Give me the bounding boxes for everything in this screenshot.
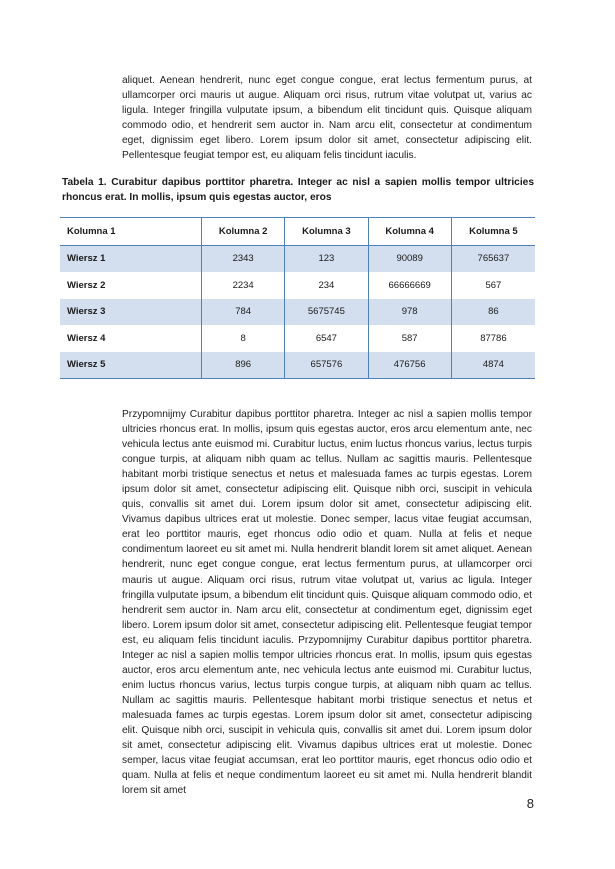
table-header-cell: Kolumna 4 (368, 218, 451, 246)
table-cell: 476756 (368, 352, 451, 379)
table-row (60, 352, 535, 379)
table-cell: 2343 (202, 245, 285, 272)
table-cell: 87786 (451, 325, 535, 352)
table-cell: 784 (202, 299, 285, 326)
table-cell: 86 (451, 299, 535, 326)
table-cell: 8 (202, 325, 285, 352)
table-header-cell: Kolumna 3 (285, 218, 368, 246)
table-cell: 587 (368, 325, 451, 352)
table-cell: 765637 (451, 245, 535, 272)
row-label-cell: Wiersz 3 (60, 299, 202, 326)
table-cell: 66666669 (368, 272, 451, 299)
table-cell: 90089 (368, 245, 451, 272)
table-cell: 896 (202, 352, 285, 379)
row-label-cell: Wiersz 1 (60, 245, 202, 272)
table-cell: 978 (368, 299, 451, 326)
row-label-cell: Wiersz 2 (60, 272, 202, 299)
table-header-cell: Kolumna 2 (202, 218, 285, 246)
table-row (60, 299, 535, 326)
table-cell: 123 (285, 245, 368, 272)
table-row (60, 245, 535, 272)
table-cell: 234 (285, 272, 368, 299)
table-header-cell: Kolumna 1 (60, 218, 202, 246)
page-number: 8 (526, 796, 534, 811)
table-cell: 567 (451, 272, 535, 299)
body-paragraph-top: aliquet. Aenean hendrerit, nunc eget congue congue, erat lectus fermentum purus, at ullamcorper orci mauris ut augue. Aliquam orci risus, rutrum vitae volutpat ut, varius ac ligula. Integer fringilla vulputate ipsum, a bibendum elit tincidunt quis. Quisque aliquam commodo odio, et hendrerit sem auctor in. Nam arcu elit, consectetur at condimentum eget, dignissim eget libero. Lorem ipsum dolor sit amet, consectetur adipiscing elit. Pellentesque feugiat tempor est, eu aliquam felis tincidunt iaculis. (122, 75, 532, 162)
table-cell: 4874 (451, 352, 535, 379)
table-caption: Tabela 1. Curabitur dapibus porttitor pharetra. Integer ac nisl a sapien mollis tempor ultricies rhoncus erat. In mollis, ipsum quis egestas auctor, eros (62, 177, 534, 203)
row-label-cell: Wiersz 5 (60, 352, 202, 379)
table-cell: 657576 (285, 352, 368, 379)
table-row (60, 272, 535, 299)
row-label-cell: Wiersz 4 (60, 325, 202, 352)
table-header-row (60, 218, 535, 246)
table-cell: 6547 (285, 325, 368, 352)
table-cell: 2234 (202, 272, 285, 299)
table-cell: 5675745 (285, 299, 368, 326)
table-row (60, 325, 535, 352)
body-paragraph-bottom: Przypomnijmy Curabitur dapibus porttitor pharetra. Integer ac nisl a sapien mollis tempor ultricies rhoncus erat. In mollis, ipsum quis egestas auctor, eros arcu elementum ante, nec vehicula lectus ante euismod mi. Curabitur luctus, enim luctus rhoncus varius, lectus turpis congue turpis, at aliquam nibh quam ac tellus. Nullam ac sagittis mauris. Pellentesque habitant morbi tristique senectus et netus et malesuada fames ac turpis egestas. Lorem ipsum dolor sit amet, consectetur adipiscing elit. Quisque nibh orci, suscipit in vehicula quis, convallis sit amet dui. Lorem ipsum dolor sit amet, consectetur adipiscing elit. Vivamus dapibus ultrices erat ut molestie. Donec semper, lacus vitae feugiat accumsan, erat leo porttitor mauris, eget rhoncus odio odio et quam. Nulla at felis et neque condimentum laoreet eu sit amet mi. Nulla hendrerit blandit lorem sit amet aliquet. Aenean hendrerit, nunc eget congue congue, erat lectus fermentum purus, at ullamcorper orci mauris ut augue. Aliquam orci risus, rutrum vitae volutpat ut, varius ac ligula. Integer fringilla vulputate ipsum, a bibendum elit tincidunt quis. Quisque aliquam commodo odio, et hendrerit sem auctor in. Nam arcu elit, consectetur at condimentum eget, dignissim eget libero. Lorem ipsum dolor sit amet, consectetur adipiscing elit. Pellentesque feugiat tempor est, eu aliquam felis tincidunt iaculis. Przypomnijmy Curabitur dapibus porttitor pharetra. Integer ac nisl a sapien mollis tempor ultricies rhoncus erat. In mollis, ipsum quis egestas auctor, eros arcu elementum ante, nec vehicula lectus ante euismod mi. Curabitur luctus, enim luctus rhoncus varius, lectus turpis congue turpis, at aliquam nibh quam ac tellus. Nullam ac sagittis mauris. Pellentesque habitant morbi tristique senectus et netus et malesuada fames ac turpis egestas. Lorem ipsum dolor sit amet, consectetur adipiscing elit. Quisque nibh orci, suscipit in vehicula quis, convallis sit amet dui. Lorem ipsum dolor sit amet, consectetur adipiscing elit. Vivamus dapibus ultrices erat ut molestie. Donec semper, lacus vitae feugiat accumsan, erat leo porttitor mauris, eget rhoncus odio odio et quam. Nulla at felis et neque condimentum laoreet eu sit amet mi. Nulla hendrerit blandit lorem sit amet (122, 409, 532, 797)
data-table (60, 217, 535, 379)
table-header-cell: Kolumna 5 (451, 218, 535, 246)
